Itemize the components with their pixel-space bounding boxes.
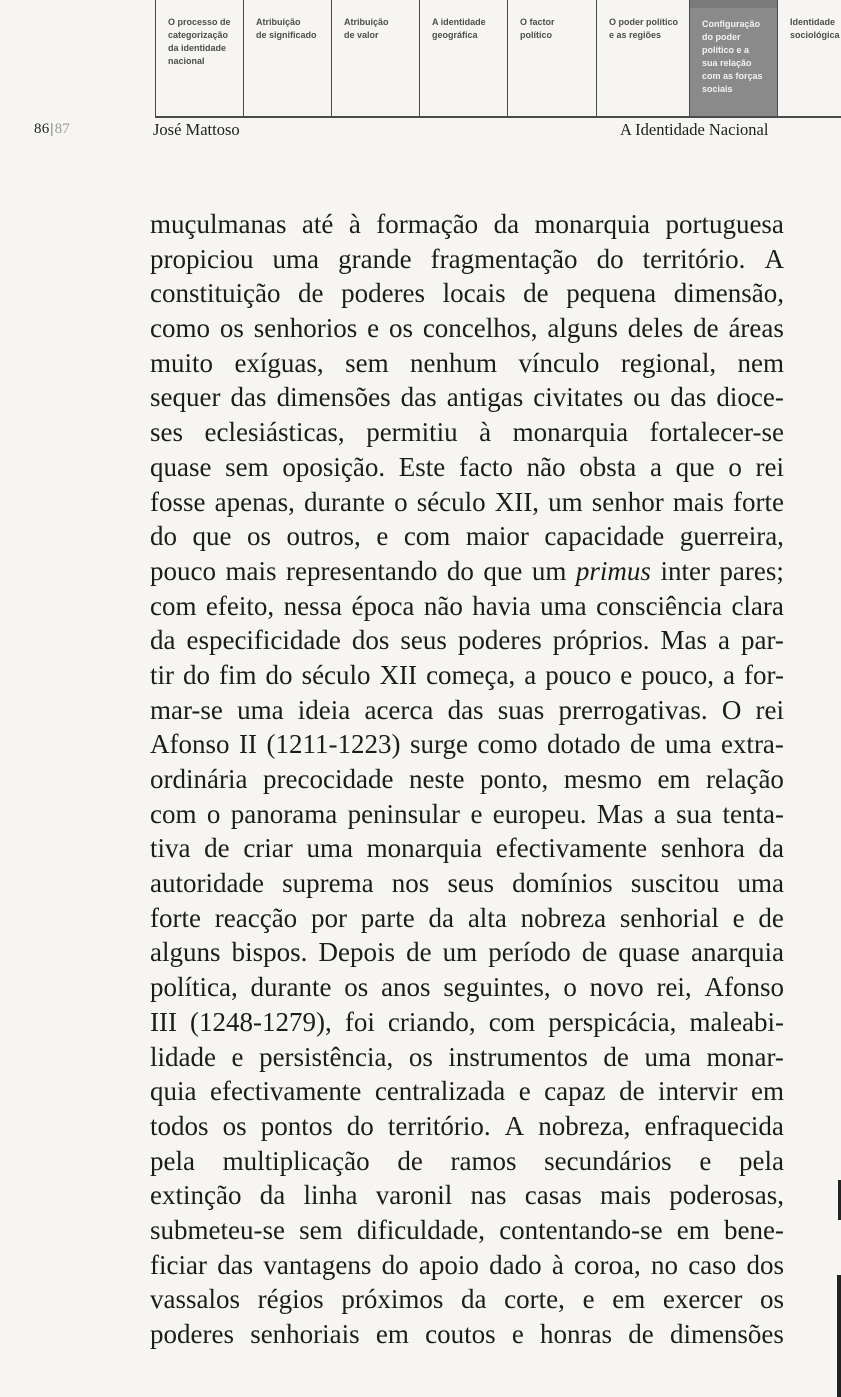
text-line: vassalos régios próximos da corte, e em exercer os	[150, 1284, 784, 1315]
tab-2: Atribuição de significado	[243, 0, 331, 117]
tab-1: O processo de categorização da identidade nacional	[155, 0, 243, 117]
text-line: todos os pontos do território. A nobreza, enfraquecida	[150, 1110, 784, 1141]
running-header-author: José Mattoso	[153, 120, 240, 139]
body-text	[150, 207, 784, 1352]
text-line: extinção da linha varonil nas casas mais poderosas,	[150, 1180, 784, 1211]
text-line: como os senhorios e os concelhos, alguns deles de áreas	[150, 313, 784, 344]
page-number-separator: |	[50, 121, 54, 137]
text-line: submeteu-se sem dificuldade, contentando-se em bene-	[150, 1214, 784, 1245]
text-line: ficiar das vantagens do apoio dado à coroa, no caso dos	[150, 1249, 784, 1280]
page-edge-mark	[837, 1275, 841, 1397]
text-line: ses eclesiásticas, permitiu à monarquia fortalecer-se	[150, 417, 784, 448]
tab-4: A identidade geográfica	[419, 0, 507, 117]
text-line: Afonso II (1211-1223) surge como dotado de uma extra-	[150, 729, 784, 760]
page-numbers	[34, 121, 70, 138]
text-line: com o panorama peninsular e europeu. Mas a sua tenta-	[150, 798, 784, 829]
tab-3: Atribuição de valor	[331, 0, 419, 117]
text-line: poderes senhoriais em coutos e honras de dimensões	[150, 1319, 784, 1349]
text-line: alguns bispos. Depois de um período de quase anarquia	[150, 937, 784, 968]
text-line: ordinária precocidade neste ponto, mesmo em relação	[150, 764, 784, 794]
text-line: sequer das dimensões das antigas civitates ou das dioce-	[150, 382, 784, 413]
text-line: propiciou uma grande fragmentação do território. A	[150, 243, 784, 274]
text-line: com efeito, nessa época não havia uma consciência clara	[150, 590, 784, 621]
text-line: autoridade suprema nos seus domínios suscitou uma	[150, 868, 784, 899]
tab-6: O poder político e as regiões	[596, 0, 689, 117]
text-line: muçulmanas até à formação da monarquia portuguesa	[150, 209, 784, 239]
text-line: pouco mais representando do que um primus inter pares;	[150, 555, 784, 586]
text-line: quase sem oposição. Este facto não obsta a que o rei	[150, 451, 784, 482]
text-line: muito exíguas, sem nenhum vínculo regional, nem	[150, 347, 784, 378]
page-number-current: 86	[34, 121, 50, 137]
text-line: lidade e persistência, os instrumentos de uma monar-	[150, 1041, 784, 1072]
text-line: tiva de criar uma monarquia efectivamente senhora da	[150, 833, 784, 864]
text-line: tir do fim do século XII começa, a pouco e pouco, a for-	[150, 659, 784, 690]
tabs-baseline	[155, 116, 841, 118]
tab-7: Configuração do poder político e a sua relação com as forças sociais	[689, 0, 777, 117]
text-line: constituição de poderes locais de pequena dimensão,	[150, 278, 784, 309]
section-tabs	[155, 0, 841, 117]
text-line: quia efectivamente centralizada e capaz de intervir em	[150, 1076, 784, 1107]
page-number-next: 87	[54, 121, 71, 137]
text-line: da especificidade dos seus poderes próprios. Mas a par-	[150, 625, 784, 656]
text-line: mar-se uma ideia acerca das suas prerrogativas. O rei	[150, 694, 784, 725]
text-line: do que os outros, e com maior capacidade guerreira,	[150, 521, 784, 552]
text-line: pela multiplicação de ramos secundários e pela	[150, 1145, 784, 1176]
text-line: fosse apenas, durante o século XII, um senhor mais forte	[150, 486, 784, 517]
tab-8: Identidade sociológica	[777, 0, 841, 117]
tab-5: O factor político	[507, 0, 596, 117]
running-header-title: A Identidade Nacional	[620, 120, 769, 139]
text-line: forte reacção por parte da alta nobreza senhorial e de	[150, 902, 784, 933]
text-line: III (1248-1279), foi criando, com perspicácia, maleabi-	[150, 1006, 784, 1037]
text-line: política, durante os anos seguintes, o novo rei, Afonso	[150, 972, 784, 1003]
